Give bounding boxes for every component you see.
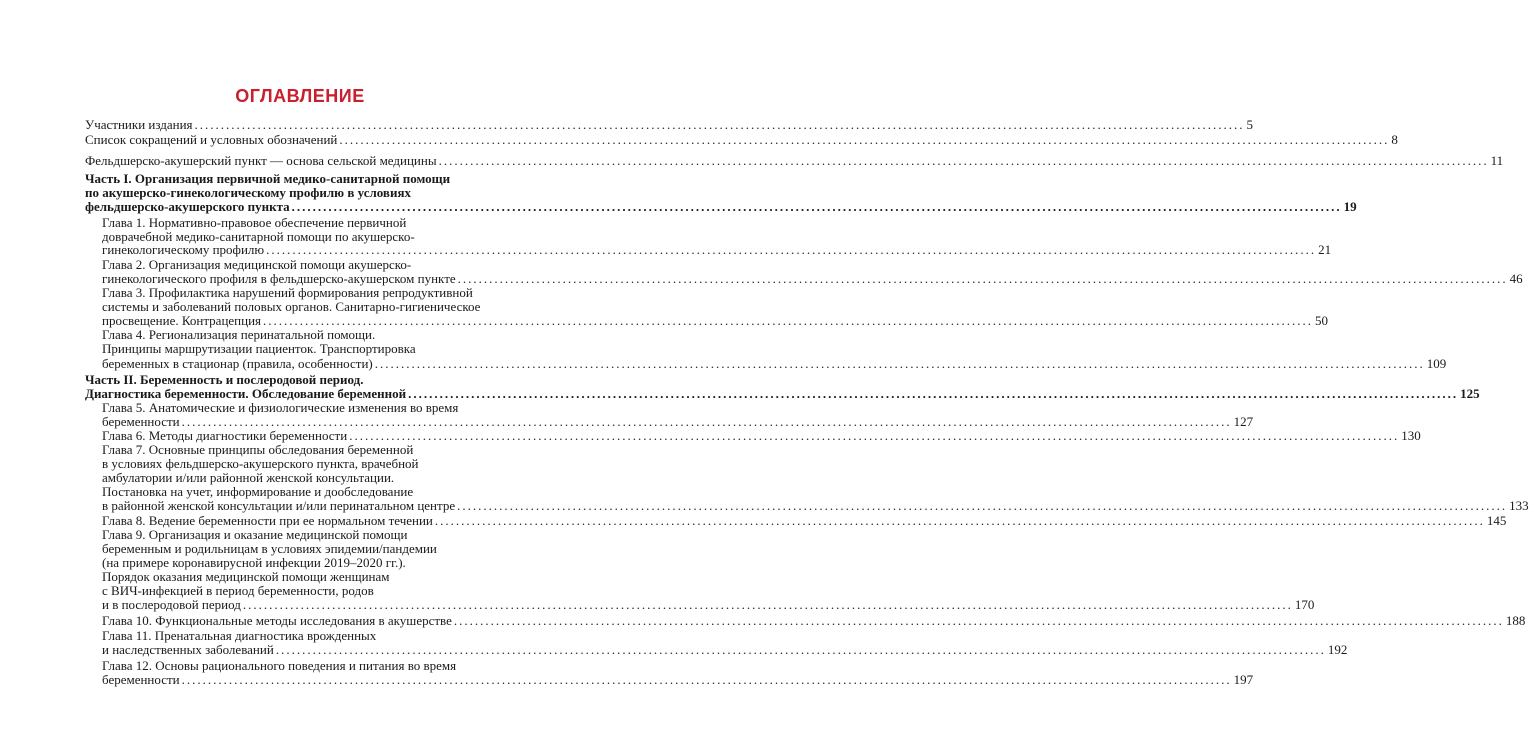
toc-entry-title: Фельдшерско-акушерский пункт — основа сельской медицины xyxy=(85,153,437,168)
toc-entry-line: амбулатории и/или районной женской консультации. xyxy=(102,470,395,485)
toc-page-number: 188 xyxy=(1505,613,1526,628)
toc-entry-title: и наследственных заболеваний xyxy=(102,642,274,657)
toc-page-number: 8 xyxy=(1391,132,1398,147)
toc-entry-line: Глава 1. Нормативно-правовое обеспечение первичной xyxy=(102,215,407,230)
toc-page-number: 5 xyxy=(1246,117,1254,132)
toc-entry-title: беременности xyxy=(102,414,180,429)
toc-entry-title: в районной женской консультации и/или перинатальном центре xyxy=(102,498,456,513)
toc-entry-title: гинекологическому профилю xyxy=(102,242,265,257)
toc-entry-title: Глава 8. Ведение беременности при ее нормальном течении xyxy=(102,513,433,528)
toc-entry-line: Часть I. Организация первичной медико-санитарной помощи xyxy=(85,171,451,186)
toc-entry-title: Диагностика беременности. Обследование беременной xyxy=(85,386,407,401)
toc-entry-line: с ВИЧ-инфекцией в период беременности, родов xyxy=(102,583,374,598)
toc-page-number: 127 xyxy=(1233,414,1254,429)
toc-entry xyxy=(102,671,1254,688)
toc-entry-title: Участники издания xyxy=(85,117,193,132)
toc-entry-title: просвещение. Контрацепция xyxy=(102,313,262,328)
toc-page-number: 197 xyxy=(1233,672,1254,687)
toc-entry-title: Список сокращений и условных обозначений xyxy=(85,132,338,147)
toc-entry-line: Глава 5. Анатомические и физиологические изменения во время xyxy=(102,400,459,415)
toc-entry-line: Глава 4. Регионализация перинатальной помощи. xyxy=(102,327,376,342)
toc-entry-title: беременности xyxy=(102,672,180,687)
toc-entry-title: и в послеродовой период xyxy=(102,597,241,612)
dot-leader: ........................................................................................................................................................................................................ xyxy=(181,672,1232,687)
toc-entry-title: фельдшерско-акушерского пункта xyxy=(85,199,290,214)
toc-page-number: 130 xyxy=(1401,428,1421,443)
dot-leader: ........................................................................................................................................................................................................ xyxy=(457,271,1508,286)
toc-entry-title: Глава 10. Функциональные методы исследования в акушерстве xyxy=(102,613,452,628)
toc-entry-line: Часть II. Беременность и послеродовой период. xyxy=(85,372,364,387)
toc-entry-line: (на примере коронавирусной инфекции 2019–2020 гг.). xyxy=(102,555,406,570)
toc-entry-line: Порядок оказания медицинской помощи женщинам xyxy=(102,569,390,584)
dot-leader: ........................................................................................................................................................................................................ xyxy=(453,613,1504,628)
dot-leader: ........................................................................................................................................................................................................ xyxy=(438,153,1489,168)
toc-entry xyxy=(85,152,1504,169)
toc-entry-line: Глава 9. Организация и оказание медицинской помощи xyxy=(102,527,408,542)
toc-entry-line: по акушерско-гинекологическому профилю в условиях xyxy=(85,185,411,200)
page-title: ОГЛАВЛЕНИЕ xyxy=(235,86,365,106)
toc-entry-line: Глава 2. Организация медицинской помощи акушерско- xyxy=(102,257,412,272)
toc-entry-line: Глава 3. Профилактика нарушений формирования репродуктивной xyxy=(102,285,473,300)
toc-entry-line: Глава 7. Основные принципы обследования беременной xyxy=(102,442,414,457)
dot-leader: ........................................................................................................................................................................................................ xyxy=(242,597,1293,612)
toc-page-number: 170 xyxy=(1294,597,1315,612)
toc-page-number: 192 xyxy=(1327,642,1348,657)
toc-page-number: 125 xyxy=(1460,386,1480,401)
toc-page-number: 145 xyxy=(1486,513,1507,528)
toc-entry xyxy=(85,131,1398,148)
toc-entry-line: Принципы маршрутизации пациенток. Транспортировка xyxy=(102,341,416,356)
toc-entry xyxy=(85,198,1357,215)
toc-entry-title: Глава 6. Методы диагностики беременности xyxy=(102,428,348,443)
toc-page-number: 50 xyxy=(1315,313,1329,328)
toc-entry-line: Постановка на учет, информирование и дообследование xyxy=(102,484,414,499)
dot-leader: ........................................................................................................................................................................................................ xyxy=(181,414,1232,429)
toc-entry-title: гинекологического профиля в фельдшерско-акушерском пункте xyxy=(102,271,456,286)
toc-entry xyxy=(102,355,1447,372)
toc-page-number: 46 xyxy=(1509,271,1523,286)
toc-page-number: 21 xyxy=(1318,242,1332,257)
toc-entry-line: системы и заболеваний половых органов. Санитарно-гигиеническое xyxy=(102,299,481,314)
dot-leader: ........................................................................................................................................................................................................ xyxy=(194,117,1245,132)
toc-entry-title: беременных в стационар (правила, особенности) xyxy=(102,356,373,371)
toc-page-number: 19 xyxy=(1343,199,1357,214)
dot-leader: ........................................................................................................................................................................................................ xyxy=(263,313,1314,328)
toc-entry xyxy=(102,596,1315,613)
dot-leader: ........................................................................................................................................................................................................ xyxy=(434,513,1485,528)
toc-page-number: 109 xyxy=(1426,356,1447,371)
toc-entry-line: Глава 11. Пренатальная диагностика врожденных xyxy=(102,628,377,643)
toc-entry-line: доврачебной медико-санитарной помощи по акушерско- xyxy=(102,229,415,244)
dot-leader: ........................................................................................................................................................................................................ xyxy=(291,199,1342,214)
dot-leader: ........................................................................................................................................................................................................ xyxy=(349,428,1400,443)
toc-entry-line: беременным и родильницам в условиях эпидемии/пандемии xyxy=(102,541,437,556)
dot-leader: ........................................................................................................................................................................................................ xyxy=(275,642,1326,657)
toc-page-number: 133 xyxy=(1509,498,1529,513)
dot-leader: ........................................................................................................................................................................................................ xyxy=(374,356,1425,371)
toc-page-number: 11 xyxy=(1490,153,1504,168)
toc-entry xyxy=(102,641,1348,658)
dot-leader: ........................................................................................................................................................................................................ xyxy=(339,132,1390,147)
dot-leader: ........................................................................................................................................................................................................ xyxy=(266,242,1317,257)
toc-entry-line: в условиях фельдшерско-акушерского пункта, врачебной xyxy=(102,456,419,471)
dot-leader: ........................................................................................................................................................................................................ xyxy=(457,498,1508,513)
toc-entry-line: Глава 12. Основы рационального поведения и питания во время xyxy=(102,658,457,673)
dot-leader: ........................................................................................................................................................................................................ xyxy=(408,386,1459,401)
